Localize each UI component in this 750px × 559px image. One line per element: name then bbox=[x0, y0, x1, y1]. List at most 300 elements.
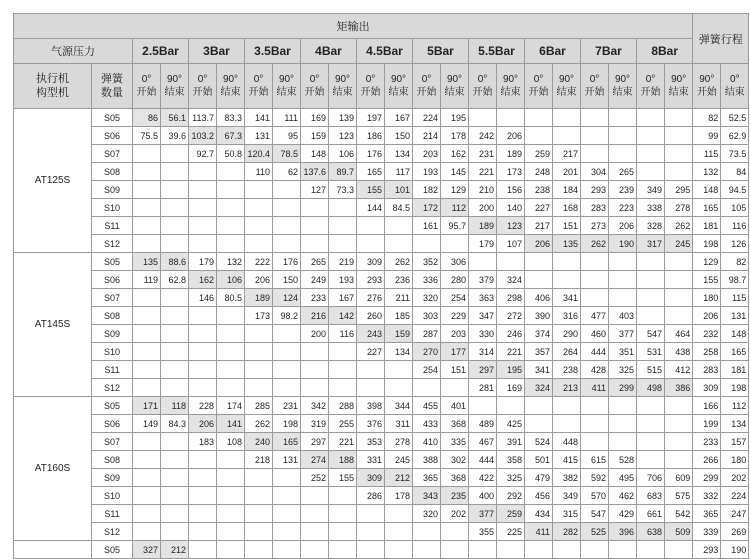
torque-value-cell: 434 bbox=[525, 505, 553, 523]
torque-value-cell: 167 bbox=[385, 109, 413, 127]
stroke-value-cell: 269 bbox=[721, 523, 749, 541]
actuator-model-cell: AT145S bbox=[14, 253, 92, 397]
spring-count-cell: S10 bbox=[92, 487, 133, 505]
table-row bbox=[14, 343, 749, 361]
spring-count-cell: S06 bbox=[92, 127, 133, 145]
torque-value-cell bbox=[637, 307, 665, 325]
torque-value-cell bbox=[189, 379, 217, 397]
torque-value-cell: 206 bbox=[497, 127, 525, 145]
torque-value-cell bbox=[525, 415, 553, 433]
torque-value-cell bbox=[133, 523, 161, 541]
torque-value-cell bbox=[329, 487, 357, 505]
torque-value-cell: 142 bbox=[329, 307, 357, 325]
torque-value-cell bbox=[133, 505, 161, 523]
torque-value-cell: 124 bbox=[273, 289, 301, 307]
torque-value-cell bbox=[581, 127, 609, 145]
torque-value-cell: 252 bbox=[301, 469, 329, 487]
torque-value-cell bbox=[385, 235, 413, 253]
torque-value-cell: 95 bbox=[273, 127, 301, 145]
table-row bbox=[14, 235, 749, 253]
torque-value-cell bbox=[329, 541, 357, 559]
torque-value-cell: 221 bbox=[329, 433, 357, 451]
angle-subheader: 0° 开始 bbox=[469, 64, 497, 109]
torque-value-cell: 227 bbox=[525, 199, 553, 217]
torque-value-cell bbox=[469, 109, 497, 127]
torque-value-cell bbox=[189, 523, 217, 541]
torque-value-cell bbox=[553, 109, 581, 127]
angle-subheader: 90° 结束 bbox=[665, 64, 693, 109]
torque-value-cell bbox=[133, 343, 161, 361]
spring-count-cell: S11 bbox=[92, 217, 133, 235]
torque-value-cell bbox=[385, 217, 413, 235]
torque-value-cell: 236 bbox=[385, 271, 413, 289]
torque-value-cell bbox=[161, 487, 189, 505]
torque-value-cell bbox=[161, 217, 189, 235]
torque-value-cell bbox=[329, 361, 357, 379]
torque-value-cell: 351 bbox=[609, 343, 637, 361]
torque-value-cell: 118 bbox=[161, 397, 189, 415]
torque-value-cell: 661 bbox=[637, 505, 665, 523]
table-row bbox=[14, 361, 749, 379]
torque-value-cell: 179 bbox=[189, 253, 217, 271]
stroke-value-cell: 115 bbox=[721, 289, 749, 307]
torque-value-cell: 88.6 bbox=[161, 253, 189, 271]
torque-value-cell: 411 bbox=[581, 379, 609, 397]
stroke-value-cell: 132 bbox=[693, 163, 721, 181]
torque-value-cell: 254 bbox=[441, 289, 469, 307]
torque-value-cell: 123 bbox=[497, 217, 525, 235]
torque-value-cell: 278 bbox=[385, 433, 413, 451]
torque-value-cell bbox=[133, 361, 161, 379]
torque-value-cell: 425 bbox=[497, 415, 525, 433]
torque-value-cell: 324 bbox=[497, 271, 525, 289]
torque-value-cell: 297 bbox=[301, 433, 329, 451]
angle-subheader: 90° 结束 bbox=[385, 64, 413, 109]
torque-value-cell bbox=[581, 397, 609, 415]
torque-value-cell bbox=[245, 487, 273, 505]
torque-value-cell: 498 bbox=[637, 379, 665, 397]
torque-value-cell bbox=[133, 199, 161, 217]
torque-value-cell bbox=[245, 505, 273, 523]
torque-value-cell bbox=[553, 541, 581, 559]
torque-value-cell: 202 bbox=[441, 505, 469, 523]
torque-value-cell bbox=[665, 271, 693, 289]
torque-value-cell bbox=[357, 541, 385, 559]
torque-value-cell: 528 bbox=[609, 451, 637, 469]
torque-value-cell bbox=[133, 325, 161, 343]
torque-value-cell: 314 bbox=[469, 343, 497, 361]
torque-value-cell: 382 bbox=[553, 469, 581, 487]
table-row bbox=[14, 181, 749, 199]
torque-value-cell: 39.6 bbox=[161, 127, 189, 145]
torque-value-cell: 462 bbox=[609, 487, 637, 505]
torque-value-cell: 131 bbox=[273, 451, 301, 469]
torque-value-cell bbox=[189, 199, 217, 217]
torque-value-cell: 73.3 bbox=[329, 181, 357, 199]
torque-value-cell bbox=[637, 541, 665, 559]
stroke-value-cell: 116 bbox=[721, 217, 749, 235]
torque-value-cell: 302 bbox=[441, 451, 469, 469]
torque-value-cell: 288 bbox=[329, 397, 357, 415]
torque-value-cell: 489 bbox=[469, 415, 497, 433]
torque-value-cell bbox=[217, 235, 245, 253]
torque-value-cell: 159 bbox=[385, 325, 413, 343]
torque-value-cell: 223 bbox=[609, 199, 637, 217]
torque-value-cell: 265 bbox=[609, 163, 637, 181]
torque-value-cell bbox=[497, 109, 525, 127]
torque-value-cell bbox=[133, 487, 161, 505]
torque-value-cell: 344 bbox=[385, 397, 413, 415]
torque-value-cell: 83.3 bbox=[217, 109, 245, 127]
torque-value-cell: 235 bbox=[441, 487, 469, 505]
angle-subheader: 0° 开始 bbox=[357, 64, 385, 109]
stroke-value-cell: 155 bbox=[693, 271, 721, 289]
torque-value-cell bbox=[217, 325, 245, 343]
torque-value-cell: 260 bbox=[357, 307, 385, 325]
stroke-value-cell: 112 bbox=[721, 397, 749, 415]
torque-value-cell: 524 bbox=[525, 433, 553, 451]
torque-value-cell bbox=[637, 109, 665, 127]
torque-value-cell: 178 bbox=[441, 127, 469, 145]
spring-count-cell: S09 bbox=[92, 469, 133, 487]
torque-value-cell: 280 bbox=[441, 271, 469, 289]
torque-value-cell: 212 bbox=[161, 541, 189, 559]
torque-value-cell: 477 bbox=[581, 307, 609, 325]
torque-value-cell: 106 bbox=[329, 145, 357, 163]
torque-value-cell: 168 bbox=[553, 199, 581, 217]
torque-value-cell bbox=[245, 469, 273, 487]
table-row bbox=[14, 289, 749, 307]
torque-value-cell: 388 bbox=[413, 451, 441, 469]
torque-value-cell: 50.8 bbox=[217, 145, 245, 163]
torque-value-cell bbox=[525, 109, 553, 127]
angle-subheader: 0° 开始 bbox=[413, 64, 441, 109]
torque-value-cell: 132 bbox=[217, 253, 245, 271]
torque-value-cell bbox=[273, 379, 301, 397]
torque-value-cell bbox=[133, 451, 161, 469]
torque-value-cell: 203 bbox=[413, 145, 441, 163]
torque-value-cell bbox=[525, 271, 553, 289]
torque-value-cell bbox=[385, 361, 413, 379]
torque-value-cell: 259 bbox=[525, 145, 553, 163]
table-row bbox=[14, 199, 749, 217]
torque-value-cell bbox=[161, 163, 189, 181]
torque-value-cell: 134 bbox=[385, 343, 413, 361]
torque-value-cell: 274 bbox=[301, 451, 329, 469]
pressure-header: 2.5Bar bbox=[133, 39, 189, 64]
stroke-value-cell: 339 bbox=[693, 523, 721, 541]
torque-value-cell: 195 bbox=[497, 361, 525, 379]
torque-value-cell bbox=[301, 523, 329, 541]
torque-value-cell: 172 bbox=[413, 199, 441, 217]
torque-value-cell: 455 bbox=[413, 397, 441, 415]
torque-value-cell: 324 bbox=[525, 379, 553, 397]
torque-value-cell bbox=[469, 397, 497, 415]
torque-value-cell bbox=[189, 217, 217, 235]
torque-value-cell bbox=[217, 343, 245, 361]
torque-value-cell: 262 bbox=[665, 217, 693, 235]
torque-value-cell bbox=[301, 199, 329, 217]
torque-value-cell bbox=[273, 523, 301, 541]
torque-value-cell: 224 bbox=[413, 109, 441, 127]
stroke-value-cell: 199 bbox=[693, 415, 721, 433]
stroke-value-cell: 247 bbox=[721, 505, 749, 523]
stroke-value-cell: 180 bbox=[721, 451, 749, 469]
torque-value-cell: 319 bbox=[301, 415, 329, 433]
stroke-value-cell: 62.9 bbox=[721, 127, 749, 145]
torque-value-cell: 67.3 bbox=[217, 127, 245, 145]
torque-value-cell bbox=[301, 505, 329, 523]
torque-value-cell bbox=[385, 523, 413, 541]
torque-value-cell bbox=[133, 181, 161, 199]
torque-value-cell bbox=[609, 271, 637, 289]
torque-value-cell: 377 bbox=[469, 505, 497, 523]
torque-value-cell: 501 bbox=[525, 451, 553, 469]
torque-value-cell: 428 bbox=[581, 361, 609, 379]
torque-value-cell: 467 bbox=[469, 433, 497, 451]
stroke-value-cell: 299 bbox=[693, 469, 721, 487]
torque-value-cell: 120.4 bbox=[245, 145, 273, 163]
torque-value-cell bbox=[273, 505, 301, 523]
spring-stroke-header: 弹簧行程 bbox=[693, 14, 749, 64]
torque-value-cell: 249 bbox=[301, 271, 329, 289]
torque-value-cell: 189 bbox=[469, 217, 497, 235]
torque-value-cell: 304 bbox=[581, 163, 609, 181]
torque-value-cell: 415 bbox=[553, 451, 581, 469]
torque-value-cell: 193 bbox=[329, 271, 357, 289]
torque-value-cell bbox=[245, 361, 273, 379]
torque-value-cell bbox=[665, 415, 693, 433]
torque-value-cell: 56.1 bbox=[161, 109, 189, 127]
torque-value-cell: 363 bbox=[469, 289, 497, 307]
torque-value-cell: 238 bbox=[525, 181, 553, 199]
torque-value-cell bbox=[133, 433, 161, 451]
torque-value-cell bbox=[385, 541, 413, 559]
torque-value-cell bbox=[609, 541, 637, 559]
torque-value-cell bbox=[273, 469, 301, 487]
torque-value-cell: 349 bbox=[553, 487, 581, 505]
torque-value-cell: 335 bbox=[441, 433, 469, 451]
torque-value-cell bbox=[189, 541, 217, 559]
torque-value-cell bbox=[441, 541, 469, 559]
torque-value-cell bbox=[441, 523, 469, 541]
torque-value-cell: 357 bbox=[525, 343, 553, 361]
angle-subheader: 90° 结束 bbox=[329, 64, 357, 109]
torque-value-cell: 297 bbox=[469, 361, 497, 379]
stroke-value-cell: 105 bbox=[721, 199, 749, 217]
torque-value-cell: 396 bbox=[609, 523, 637, 541]
torque-value-cell bbox=[637, 253, 665, 271]
stroke-value-cell: 148 bbox=[721, 325, 749, 343]
torque-value-cell bbox=[609, 415, 637, 433]
stroke-value-cell: 365 bbox=[693, 505, 721, 523]
torque-value-cell bbox=[189, 181, 217, 199]
torque-value-cell: 150 bbox=[273, 271, 301, 289]
torque-value-cell bbox=[525, 253, 553, 271]
torque-value-cell: 169 bbox=[301, 109, 329, 127]
actuator-model-cell bbox=[14, 541, 92, 559]
torque-value-cell: 306 bbox=[441, 253, 469, 271]
torque-output-table bbox=[13, 13, 749, 559]
torque-value-cell bbox=[161, 343, 189, 361]
spring-count-cell: S11 bbox=[92, 361, 133, 379]
air-pressure-header: 气源压力 bbox=[14, 39, 133, 64]
torque-value-cell: 311 bbox=[385, 415, 413, 433]
torque-value-cell bbox=[245, 541, 273, 559]
torque-value-cell: 174 bbox=[217, 397, 245, 415]
torque-value-cell: 412 bbox=[665, 361, 693, 379]
torque-value-cell: 429 bbox=[609, 505, 637, 523]
torque-value-cell bbox=[357, 505, 385, 523]
torque-value-cell bbox=[357, 217, 385, 235]
torque-value-cell bbox=[665, 397, 693, 415]
torque-value-cell: 211 bbox=[385, 289, 413, 307]
angle-subheader: 90° 结束 bbox=[441, 64, 469, 109]
torque-value-cell: 162 bbox=[189, 271, 217, 289]
torque-value-cell: 293 bbox=[357, 271, 385, 289]
torque-value-cell: 146 bbox=[189, 289, 217, 307]
spring-count-cell: S07 bbox=[92, 433, 133, 451]
table-title: 矩输出 bbox=[14, 14, 693, 39]
torque-value-cell: 325 bbox=[609, 361, 637, 379]
torque-value-cell bbox=[301, 541, 329, 559]
torque-value-cell: 135 bbox=[133, 253, 161, 271]
torque-value-cell: 98.2 bbox=[273, 307, 301, 325]
torque-value-cell bbox=[329, 343, 357, 361]
stroke-value-cell: 202 bbox=[721, 469, 749, 487]
torque-value-cell bbox=[133, 163, 161, 181]
torque-value-cell: 227 bbox=[357, 343, 385, 361]
stroke-value-cell: 52.5 bbox=[721, 109, 749, 127]
torque-value-cell: 222 bbox=[245, 253, 273, 271]
torque-value-cell bbox=[189, 469, 217, 487]
torque-value-cell: 448 bbox=[553, 433, 581, 451]
torque-value-cell bbox=[441, 379, 469, 397]
torque-value-cell: 200 bbox=[469, 199, 497, 217]
torque-value-cell: 390 bbox=[525, 307, 553, 325]
torque-value-cell bbox=[665, 541, 693, 559]
torque-value-cell: 444 bbox=[469, 451, 497, 469]
torque-value-cell: 201 bbox=[553, 163, 581, 181]
spring-count-cell: S09 bbox=[92, 325, 133, 343]
pressure-header: 5Bar bbox=[413, 39, 469, 64]
torque-value-cell: 264 bbox=[553, 343, 581, 361]
torque-value-cell bbox=[301, 487, 329, 505]
torque-value-cell: 328 bbox=[637, 217, 665, 235]
torque-value-cell: 433 bbox=[413, 415, 441, 433]
torque-value-cell bbox=[553, 271, 581, 289]
torque-value-cell bbox=[189, 505, 217, 523]
torque-value-cell: 270 bbox=[413, 343, 441, 361]
torque-value-cell: 570 bbox=[581, 487, 609, 505]
torque-value-cell bbox=[385, 505, 413, 523]
torque-value-cell bbox=[273, 361, 301, 379]
torque-value-cell bbox=[273, 217, 301, 235]
torque-value-cell bbox=[161, 451, 189, 469]
torque-value-cell: 141 bbox=[245, 109, 273, 127]
torque-value-cell: 403 bbox=[609, 307, 637, 325]
spring-count-cell: S12 bbox=[92, 379, 133, 397]
torque-value-cell: 292 bbox=[497, 487, 525, 505]
torque-value-cell: 460 bbox=[581, 325, 609, 343]
torque-value-cell bbox=[301, 235, 329, 253]
stroke-value-cell: 190 bbox=[721, 541, 749, 559]
spring-count-cell: S10 bbox=[92, 343, 133, 361]
torque-value-cell: 78.5 bbox=[273, 145, 301, 163]
angle-subheader: 0° 开始 bbox=[301, 64, 329, 109]
stroke-value-cell: 309 bbox=[693, 379, 721, 397]
stroke-value-cell: 332 bbox=[693, 487, 721, 505]
torque-value-cell: 206 bbox=[189, 415, 217, 433]
torque-value-cell: 262 bbox=[245, 415, 273, 433]
table-row bbox=[14, 505, 749, 523]
torque-value-cell: 406 bbox=[525, 289, 553, 307]
torque-value-cell bbox=[581, 289, 609, 307]
stroke-value-cell: 82 bbox=[721, 253, 749, 271]
torque-value-cell bbox=[161, 433, 189, 451]
torque-value-cell bbox=[609, 289, 637, 307]
torque-value-cell bbox=[189, 235, 217, 253]
torque-value-cell bbox=[581, 253, 609, 271]
torque-value-cell bbox=[217, 217, 245, 235]
torque-value-cell: 352 bbox=[413, 253, 441, 271]
torque-value-cell bbox=[161, 361, 189, 379]
torque-value-cell: 283 bbox=[581, 199, 609, 217]
stroke-value-cell: 98.7 bbox=[721, 271, 749, 289]
torque-value-cell bbox=[245, 379, 273, 397]
torque-value-cell: 347 bbox=[469, 307, 497, 325]
torque-value-cell: 92.7 bbox=[189, 145, 217, 163]
torque-value-cell: 282 bbox=[553, 523, 581, 541]
torque-value-cell: 374 bbox=[525, 325, 553, 343]
torque-value-cell bbox=[217, 379, 245, 397]
torque-value-cell bbox=[553, 127, 581, 145]
torque-value-cell: 189 bbox=[497, 145, 525, 163]
stroke-value-cell: 165 bbox=[721, 343, 749, 361]
torque-value-cell: 515 bbox=[637, 361, 665, 379]
torque-value-cell: 353 bbox=[357, 433, 385, 451]
stroke-value-cell: 181 bbox=[693, 217, 721, 235]
torque-value-cell: 331 bbox=[357, 451, 385, 469]
stroke-value-cell: 224 bbox=[721, 487, 749, 505]
torque-value-cell: 210 bbox=[469, 181, 497, 199]
angle-subheader: 90° 结束 bbox=[497, 64, 525, 109]
torque-value-cell bbox=[637, 451, 665, 469]
stroke-value-cell: 126 bbox=[721, 235, 749, 253]
torque-value-cell bbox=[665, 163, 693, 181]
torque-value-cell bbox=[133, 217, 161, 235]
torque-value-cell bbox=[609, 397, 637, 415]
stroke-value-cell: 131 bbox=[721, 307, 749, 325]
torque-value-cell bbox=[581, 433, 609, 451]
torque-value-cell: 262 bbox=[385, 253, 413, 271]
torque-value-cell: 225 bbox=[497, 523, 525, 541]
torque-value-cell bbox=[637, 163, 665, 181]
torque-value-cell: 615 bbox=[581, 451, 609, 469]
stroke-value-cell: 129 bbox=[693, 253, 721, 271]
torque-value-cell bbox=[273, 343, 301, 361]
torque-value-cell bbox=[357, 379, 385, 397]
torque-value-cell bbox=[217, 541, 245, 559]
stroke-value-cell: 166 bbox=[693, 397, 721, 415]
torque-value-cell bbox=[245, 325, 273, 343]
torque-value-cell: 89.7 bbox=[329, 163, 357, 181]
torque-value-cell: 165 bbox=[273, 433, 301, 451]
torque-value-cell: 444 bbox=[581, 343, 609, 361]
torque-value-cell: 221 bbox=[497, 343, 525, 361]
torque-value-cell: 422 bbox=[469, 469, 497, 487]
torque-value-cell: 149 bbox=[133, 415, 161, 433]
